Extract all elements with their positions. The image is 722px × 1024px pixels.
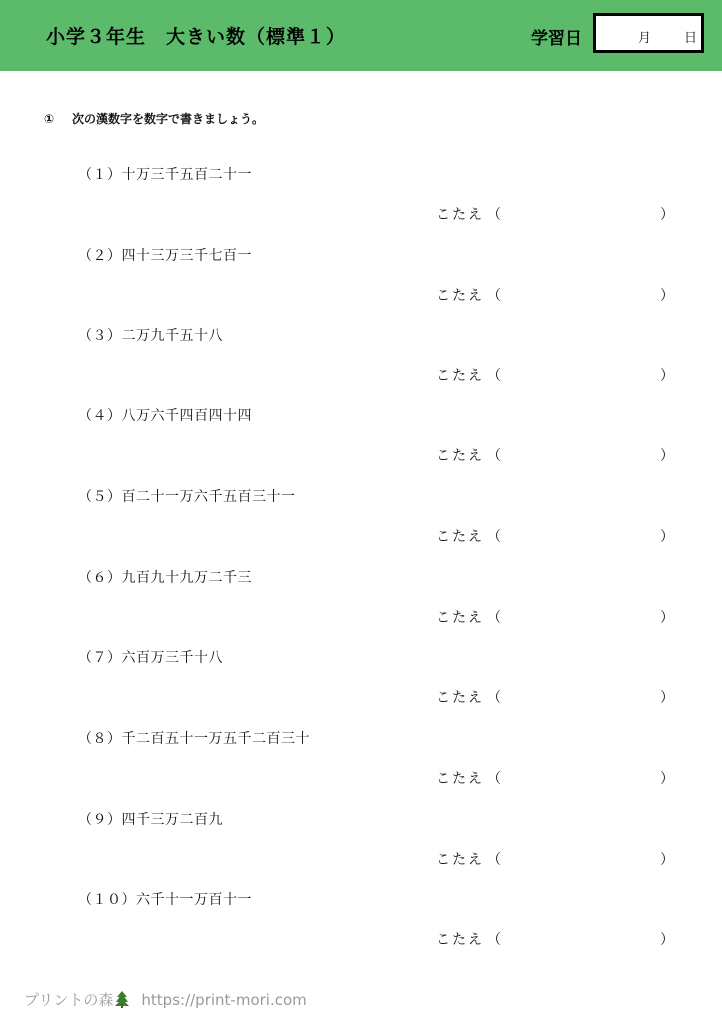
answer-label: こたえ [436,207,484,223]
answer-paren-close: ） [660,932,674,948]
answer-paren-open: （ [487,610,501,626]
answer-label: こたえ [436,771,484,787]
answer-label: こたえ [436,932,484,948]
problem-number: （６） [78,570,122,586]
answer-paren-open: （ [487,771,501,787]
answer-label: こたえ [436,690,484,706]
problem-number: （４） [78,408,122,424]
problem-number: （５） [78,489,122,505]
answer-paren-close: ） [660,610,674,626]
tree-icon [115,991,129,1008]
problem-item [0,486,722,546]
answer-label: こたえ [436,368,484,384]
answer-paren-close: ） [660,771,674,787]
problem-item [0,728,722,788]
answer-paren-close: ） [660,368,674,384]
problem-text: 六千十一万百十一 [136,892,252,908]
answer-paren-close: ） [660,529,674,545]
answer-paren-open: （ [487,852,501,868]
problem-item [0,809,722,869]
problem-text: 四十三万三千七百一 [121,248,252,264]
problem-text: 二万九千五十八 [121,328,223,344]
problem-text: 四千三万二百九 [121,812,223,828]
problem-question [78,728,310,748]
problem-item [0,405,722,465]
problem-number: （７） [78,650,122,666]
answer-label: こたえ [436,529,484,545]
problem-text: 百二十一万六千五百三十一 [121,489,296,505]
problem-number: （２） [78,248,122,264]
problem-number: （１） [78,167,122,183]
problem-question [78,325,223,345]
answer-paren-open: （ [487,529,501,545]
problem-question [78,647,223,667]
problem-question [78,164,252,184]
problem-question [78,405,252,425]
day-label: 日 [684,31,698,46]
problem-question [78,486,296,506]
problem-item [0,164,722,224]
answer-label: こたえ [436,288,484,304]
instruction [44,110,264,127]
problem-text: 九百九十九万二千三 [121,570,252,586]
answer-label: こたえ [436,852,484,868]
problem-item [0,567,722,627]
answer-paren-open: （ [487,448,501,464]
answer-label: こたえ [436,610,484,626]
answer-paren-open: （ [487,690,501,706]
site-name: プリントの森 [24,991,114,1009]
problem-number: （１０） [78,892,136,908]
study-date-label: 学習日 [531,29,582,49]
problem-item [0,245,722,305]
instruction-text: 次の漢数字を数字で書きましょう。 [72,112,265,126]
problem-text: 六百万三千十八 [121,650,223,666]
problem-question [78,889,252,909]
answer-paren-close: ） [660,288,674,304]
instruction-number: ① [44,112,55,126]
problem-text: 千二百五十一万五千二百三十 [121,731,310,747]
answer-paren-close: ） [660,448,674,464]
answer-paren-close: ） [660,852,674,868]
problem-item [0,889,722,949]
site-url[interactable]: https://print-mori.com [141,990,307,1009]
page-title: 小学３年生 大きい数（標準１） [46,26,347,48]
answer-label: こたえ [436,448,484,464]
answer-paren-open: （ [487,932,501,948]
problem-number: （３） [78,328,122,344]
header-bar [0,0,722,71]
problem-question [78,809,223,829]
problem-text: 十万三千五百二十一 [121,167,252,183]
problem-number: （８） [78,731,122,747]
problem-question [78,567,252,587]
study-date-box [593,13,704,53]
answer-paren-open: （ [487,368,501,384]
answer-paren-close: ） [660,207,674,223]
problem-question [78,245,252,265]
month-label: 月 [638,31,652,46]
problem-item [0,325,722,385]
footer [24,989,307,1010]
answer-paren-open: （ [487,207,501,223]
answer-paren-close: ） [660,690,674,706]
answer-paren-open: （ [487,288,501,304]
problem-text: 八万六千四百四十四 [121,408,252,424]
problem-number: （９） [78,812,122,828]
problem-item [0,647,722,707]
